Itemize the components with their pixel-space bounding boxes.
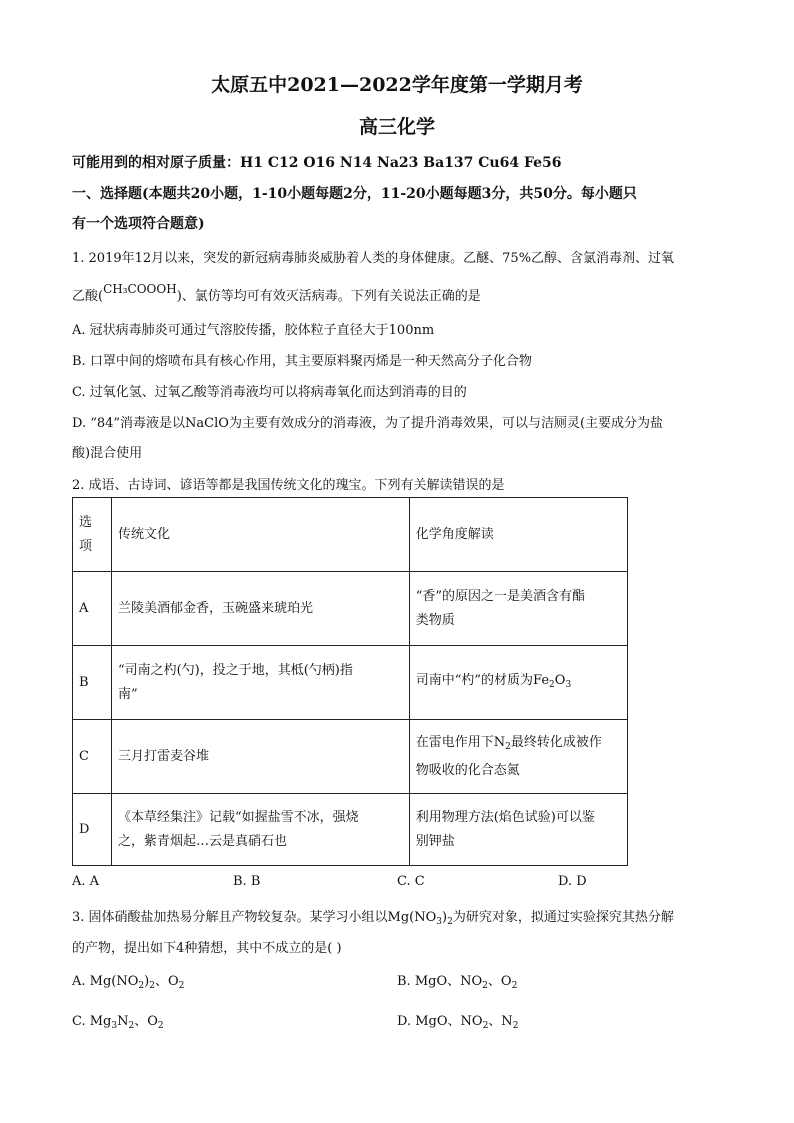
q1-option-b: B. 口罩中间的熔喷布具有核心作用，其主要原料聚丙烯是一种天然高分子化合物 bbox=[72, 354, 532, 369]
q1-option-a: A. 冠状病毒肺炎可通过气溶胶传播，胶体粒子直径大于100nm bbox=[72, 323, 435, 338]
q1-formula: CH₃COOOH bbox=[103, 282, 177, 296]
header-culture: 传统文化 bbox=[111, 498, 409, 572]
q1-stem-line2 bbox=[72, 282, 481, 304]
row-label: B bbox=[73, 646, 112, 720]
table-row bbox=[73, 794, 628, 866]
q3-option-b: B. MgO、$NO_2$、$O_2$ bbox=[397, 974, 518, 991]
q1-option-c: C. 过氧化氢、过氧乙酸等消毒液均可以将病毒氧化而达到消毒的目的 bbox=[72, 385, 467, 400]
q1-stem-post: )、氯仿等均可有效灭活病毒。下列有关说法正确的是 bbox=[176, 289, 481, 304]
header-option: 选 项 bbox=[73, 498, 112, 572]
section-heading-line1: 一、选择题(本题共20小题，1-10小题每题2分，11-20小题每题3分，共50分。每小题只 bbox=[72, 186, 637, 202]
row-label: D bbox=[73, 794, 112, 866]
row-interpretation: 司南中“杓”的材质为$Fe_2O_3$ bbox=[409, 646, 627, 720]
row-label: C bbox=[73, 720, 112, 794]
q2-option-b: B. B bbox=[233, 874, 261, 889]
table-header-row bbox=[73, 498, 628, 572]
q1-stem-line1: 1. 2019年12月以来，突发的新冠病毒肺炎威胁着人类的身体健康。乙醚、75%乙醇、含氯消毒剂、过氧 bbox=[72, 251, 675, 266]
table-row bbox=[73, 646, 628, 720]
q3-option-a: A. $Mg(NO_2)_2$、$O_2$ bbox=[72, 974, 185, 991]
q3-option-c: C. $Mg_3N_2$、$O_2$ bbox=[72, 1014, 164, 1031]
row-interpretation: “香”的原因之一是美酒含有酯 类物质 bbox=[409, 572, 627, 646]
q3-stem-line2: 的产物，提出如下4种猜想，其中不成立的是( ) bbox=[72, 941, 342, 956]
row-interpretation: 在雷电作用下$N_2$最终转化成被作 物吸收的化合态氮 bbox=[409, 720, 627, 794]
table-row bbox=[73, 572, 628, 646]
row-interpretation: 利用物理方法(焰色试验)可以鉴 别钾盐 bbox=[409, 794, 627, 866]
q2-option-c: C. C bbox=[397, 874, 425, 889]
header-interpretation: 化学角度解读 bbox=[409, 498, 627, 572]
section-heading-line2: 有一个选项符合题意) bbox=[72, 216, 205, 232]
q1-stem-pre: 乙酸( bbox=[72, 289, 104, 304]
q2-stem: 2. 成语、古诗词、谚语等都是我国传统文化的瑰宝。下列有关解读错误的是 bbox=[72, 478, 505, 493]
q2-table bbox=[72, 497, 628, 866]
q3-stem-line1: 3. 固体硝酸盐加热易分解且产物较复杂。某学习小组以$Mg(NO_3)_2$为研究对象，拟通过实验探究其热分解 bbox=[72, 910, 674, 927]
q2-option-d: D. D bbox=[558, 874, 587, 889]
row-culture: 三月打雷麦谷堆 bbox=[111, 720, 409, 794]
atomic-mass-line: 可能用到的相对原子质量：H1 C12 O16 N14 Na23 Ba137 Cu64 Fe56 bbox=[72, 155, 562, 171]
q1-option-d-line2: 酸)混合使用 bbox=[72, 446, 143, 461]
row-label: A bbox=[73, 572, 112, 646]
exam-title: 太原五中2021—2022学年度第一学期月考 bbox=[211, 74, 583, 96]
row-culture: 兰陵美酒郁金香，玉碗盛来琥珀光 bbox=[111, 572, 409, 646]
exam-subtitle: 高三化学 bbox=[358, 116, 435, 138]
row-culture: “司南之杓(勺)，投之于地，其柢(勺柄)指 南” bbox=[111, 646, 409, 720]
q3-option-d: D. MgO、$NO_2$、$N_2$ bbox=[397, 1014, 519, 1031]
q2-option-a: A. A bbox=[72, 874, 100, 889]
table-row bbox=[73, 720, 628, 794]
q1-option-d-line1: D. “84”消毒液是以NaClO为主要有效成分的消毒液，为了提升消毒效果，可以与洁厕灵(主要成分为盐 bbox=[72, 416, 664, 431]
row-culture: 《本草经集注》记载“如握盐雪不冰，强烧 之，紫青烟起…云是真硝石也 bbox=[111, 794, 409, 866]
